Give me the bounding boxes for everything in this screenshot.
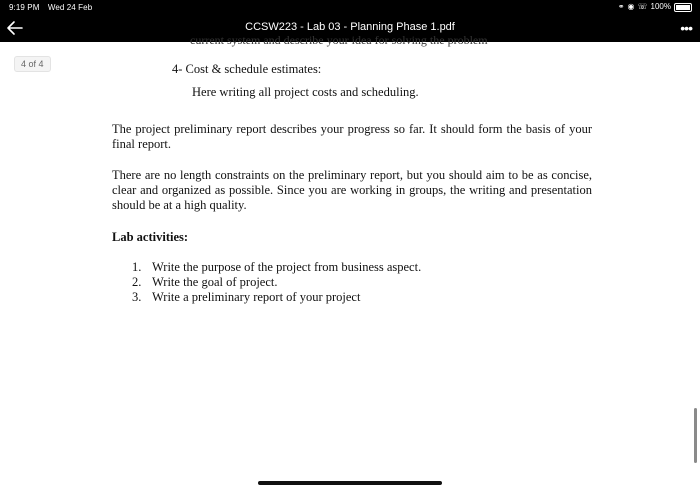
list-item-text: Write the goal of project. <box>152 275 278 289</box>
list-item-number: 2. <box>132 275 142 289</box>
lab-activities-list <box>132 260 421 305</box>
more-options-button[interactable] <box>680 20 692 36</box>
document-title: CCSW223 - Lab 03 - Planning Phase 1.pdf <box>245 21 455 33</box>
battery-percent: 100% <box>650 2 671 11</box>
item4-body: Here writing all project costs and scheduling. <box>192 85 419 99</box>
status-time: 9:19 PM <box>9 3 40 12</box>
battery-icon <box>674 3 692 12</box>
pdf-page <box>0 33 700 490</box>
list-item-number: 3. <box>132 290 142 304</box>
list-item <box>132 290 421 305</box>
more-options-icon: ••• <box>680 20 692 36</box>
item4-heading: 4- Cost & schedule estimates: <box>172 62 322 76</box>
clipped-text-line: current system and describe your idea for solving the problem <box>190 33 488 47</box>
list-item-text: Write a preliminary report of your project <box>152 290 361 304</box>
list-item-text: Write the purpose of the project from business aspect. <box>152 260 422 274</box>
status-icons <box>618 2 692 12</box>
list-item <box>132 260 421 275</box>
list-item <box>132 275 421 290</box>
scrollbar[interactable] <box>694 408 697 463</box>
list-item-number: 1. <box>132 260 142 274</box>
status-time-date <box>9 3 98 12</box>
paragraph-preliminary-report: The project preliminary report describes your progress so far. It should form the basis of your final report. <box>112 122 592 151</box>
status-bar <box>0 0 700 14</box>
lab-activities-heading: Lab activities: <box>112 230 189 244</box>
location-icon: ◉ <box>627 2 635 11</box>
status-date: Wed 24 Feb <box>47 3 93 12</box>
page-indicator: 4 of 4 <box>14 56 51 72</box>
home-indicator[interactable] <box>258 481 442 485</box>
paragraph-length-constraints: There are no length constraints on the preliminary report, but you should aim to be as concise, clear and organized as possible. Since you are working in groups, the writing and presentation should be at a high quality. <box>112 168 592 212</box>
link-icon: ⚭ <box>617 2 625 11</box>
phone-icon: ☏ <box>637 2 648 11</box>
